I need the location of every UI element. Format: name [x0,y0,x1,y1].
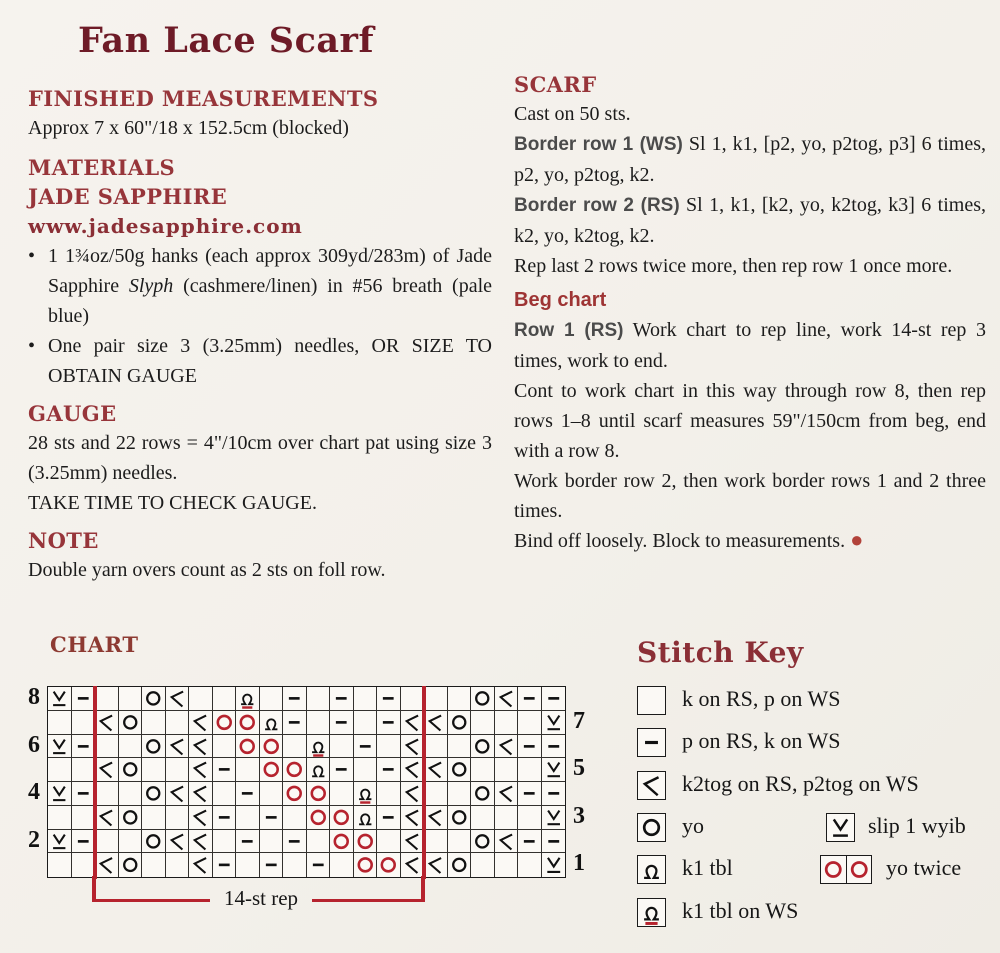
key-knit-label: k on RS, p on WS [682,686,841,711]
chart-cell-r6-c3 [95,735,119,759]
yo-twice-right [847,856,872,883]
key-yo-twice-label: yo twice [886,855,962,880]
stitch-key [620,634,1000,950]
chart-cell-r1-c14-yo2 [354,853,378,877]
bullet-icon: • [28,245,36,267]
chart-cell-r4-c21-p [518,782,542,806]
chart-row-number-1: 1 [573,850,585,877]
chart-cell-r5-c21 [518,758,542,782]
chart-cell-r7-c4-yo [119,711,143,735]
chart-cell-r8-c4 [119,687,143,711]
chart-cell-r5-c2 [72,758,96,782]
note-heading: NOTE [28,528,99,553]
chart-cell-r5-c20 [495,758,519,782]
chart-cell-r8-c2-p [72,687,96,711]
chart-heading: CHART [50,632,139,657]
finished-measurements-heading: FINISHED MEASUREMENTS [28,86,379,111]
border-row-1-text: Sl 1, k1, [p2, yo, p2tog, p3] 6 times, p2, yo, p2tog, k2. [514,133,986,186]
chart-cell-r3-c19 [471,806,495,830]
chart-cell-r6-c19-yo [471,735,495,759]
chart-cell-r3-c11 [283,806,307,830]
chart-cell-r2-c10 [260,830,284,854]
key-purl-label: p on RS, k on WS [682,728,841,753]
materials-bullet-needles [28,331,492,391]
key-tbl-ws-label: k1 tbl on WS [682,898,799,923]
finished-measurements-text: Approx 7 x 60"/18 x 152.5cm (blocked) [28,117,349,139]
chart-cell-r4-c12-yo2 [307,782,331,806]
chart-cell-r1-c15-yo2 [377,853,401,877]
chart-cell-r2-c14-yo2 [354,830,378,854]
brand-website: www.jadesapphire.com [28,214,303,238]
chart-cell-r7-c11-p [283,711,307,735]
key-knit-symbol-icon [637,686,666,715]
chart-cell-r5-c22-sl [542,758,566,782]
chart-cell-r5-c10-yo2 [260,758,284,782]
chart-cell-r8-c5-yo [142,687,166,711]
chart-cell-r4-c2-p [72,782,96,806]
chart-cell-r7-c12 [307,711,331,735]
chart-cell-r8-c18 [448,687,472,711]
chart-cell-r6-c4 [119,735,143,759]
chart-cell-r5-c3-k2tog [95,758,119,782]
cast-on-text: Cast on 50 sts. [514,103,631,125]
chart-cell-r1-c5 [142,853,166,877]
chart-cell-r7-c5 [142,711,166,735]
chart-cell-r8-c1-sl [48,687,72,711]
key-tbl-symbol-icon [637,855,666,884]
key-slip-label: slip 1 wyib [868,813,966,838]
chart-cell-r6-c16-k2tog [401,735,425,759]
chart-row-number-4: 4 [28,779,40,805]
chart-cell-r3-c3-k2tog [95,806,119,830]
chart-cell-r7-c3-k2tog [95,711,119,735]
bracket-right [312,899,425,903]
knitting-chart [0,686,640,936]
chart-cell-r3-c17-k2tog [424,806,448,830]
chart-cell-r3-c7-k2tog [189,806,213,830]
chart-cell-r6-c22-p [542,735,566,759]
chart-cell-r2-c2-p [72,830,96,854]
chart-cell-r4-c3 [95,782,119,806]
chart-cell-r5-c5 [142,758,166,782]
chart-cell-r1-c1 [48,853,72,877]
chart-row-number-2: 2 [28,826,40,853]
chart-cell-r2-c11-p [283,830,307,854]
chart-cell-r7-c19 [471,711,495,735]
chart-cell-r4-c17 [424,782,448,806]
key-k2tog-label: k2tog on RS, p2tog on WS [682,771,919,796]
chart-cell-r6-c9-yo2 [236,735,260,759]
chart-cell-r3-c8-p [213,806,237,830]
chart-cell-r8-c10 [260,687,284,711]
chart-cell-r6-c14-p [354,735,378,759]
chart-cell-r3-c2 [72,806,96,830]
scarf-heading: SCARF [514,72,597,97]
chart-cell-r3-c10-p [260,806,284,830]
border-row-2-text: Sl 1, k1, [k2, yo, k2tog, k3] 6 times, k2, yo, k2tog, k2. [514,194,986,247]
key-yo-twice-symbol-icon [820,855,872,884]
chart-cell-r4-c16-k2tog [401,782,425,806]
chart-cell-r5-c15-p [377,758,401,782]
chart-cell-r4-c1-sl [48,782,72,806]
chart-cell-r4-c11-yo2 [283,782,307,806]
chart-cell-r3-c20 [495,806,519,830]
chart-cell-r7-c2 [72,711,96,735]
chart-cell-r1-c16-k2tog [401,853,425,877]
key-tbl-ws-symbol-icon [637,898,666,927]
yarn-text-pre: 1 1¾oz/50g hanks (each approx 309yd/283m) of Jade Sapphire [48,245,492,297]
chart-cell-r3-c18-yo [448,806,472,830]
chart-cell-r7-c9-yo2 [236,711,260,735]
chart-cell-r3-c21 [518,806,542,830]
border-row-1 [514,129,986,190]
chart-cell-r2-c16-k2tog [401,830,425,854]
chart-cell-r6-c1-sl [48,735,72,759]
chart-cell-r4-c22-p [542,782,566,806]
chart-cell-r1-c10-p [260,853,284,877]
chart-cell-r1-c18-yo [448,853,472,877]
chart-cell-r4-c13 [330,782,354,806]
chart-cell-r2-c6-k2tog [166,830,190,854]
chart-cell-r7-c18-yo [448,711,472,735]
chart-row-number-8: 8 [28,684,40,710]
materials-bullet-yarn [28,241,492,331]
chart-cell-r6-c12-tblws [307,735,331,759]
chart-cell-r2-c7-k2tog [189,830,213,854]
cont-chart-text: Cont to work chart in this way through row 8, then rep rows 1–8 until scarf measures 59"/150cm from beg, end with a row 8. [514,380,986,462]
chart-cell-r2-c8 [213,830,237,854]
chart-cell-r7-c22-sl [542,711,566,735]
materials-heading: MATERIALS [28,155,176,180]
chart-cell-r2-c15 [377,830,401,854]
chart-cell-r6-c10-yo2 [260,735,284,759]
chart-cell-r5-c6 [166,758,190,782]
chart-cell-r8-c11-p [283,687,307,711]
page-title: Fan Lace Scarf [78,20,375,61]
chart-cell-r3-c14-tbl [354,806,378,830]
spacer [28,518,492,526]
chart-cell-r8-c19-yo [471,687,495,711]
chart-cell-r1-c2 [72,853,96,877]
spacer [28,143,492,153]
chart-cell-r6-c8 [213,735,237,759]
chart-cell-r8-c7 [189,687,213,711]
spacer [28,391,492,399]
note-text: Double yarn overs count as 2 sts on foll row. [28,559,386,581]
yo-twice-left [821,856,847,883]
chart-cell-r1-c13 [330,853,354,877]
chart-cell-r6-c6-k2tog [166,735,190,759]
chart-cell-r7-c15-p [377,711,401,735]
chart-row-1-text: Work chart to rep line, work 14-st rep 3 times, work to end. [514,319,986,372]
gauge-warning: TAKE TIME TO CHECK GAUGE. [28,492,317,514]
chart-cell-r8-c22-p [542,687,566,711]
chart-cell-r6-c2-p [72,735,96,759]
chart-cell-r5-c9 [236,758,260,782]
chart-cell-r3-c12-yo2 [307,806,331,830]
chart-cell-r3-c6 [166,806,190,830]
chart-cell-r4-c7-k2tog [189,782,213,806]
chart-cell-r7-c17-k2tog [424,711,448,735]
yarn-text-post: (cashmere/linen) in #56 breath (pale blue) [48,275,492,327]
chart-cell-r6-c17 [424,735,448,759]
chart-cell-r6-c21-p [518,735,542,759]
chart-cell-r5-c4-yo [119,758,143,782]
chart-cell-r1-c12-p [307,853,331,877]
chart-cell-r1-c22-sl [542,853,566,877]
chart-cell-r4-c9-p [236,782,260,806]
chart-cell-r1-c6 [166,853,190,877]
chart-cell-r1-c11 [283,853,307,877]
chart-cell-r7-c13-p [330,711,354,735]
chart-cell-r5-c19 [471,758,495,782]
gauge-text: 28 sts and 22 rows = 4"/10cm over chart pat using size 3 (3.25mm) needles. [28,432,492,484]
chart-cell-r6-c15 [377,735,401,759]
chart-cell-r8-c14 [354,687,378,711]
key-yo-symbol-icon [637,813,666,842]
key-k2tog-symbol-icon [637,771,666,800]
chart-cell-r4-c20-k2tog [495,782,519,806]
chart-cell-r2-c20-k2tog [495,830,519,854]
border-row-2 [514,190,986,251]
brand-name: JADE SAPPHIRE [28,184,228,209]
chart-cell-r5-c18-yo [448,758,472,782]
chart-cell-r2-c1-sl [48,830,72,854]
rep-rows-text: Rep last 2 rows twice more, then rep row 1 once more. [514,255,953,277]
chart-cell-r3-c9 [236,806,260,830]
chart-cell-r2-c19-yo [471,830,495,854]
key-tbl-label: k1 tbl [682,855,733,880]
chart-cell-r4-c4 [119,782,143,806]
chart-cell-r8-c8 [213,687,237,711]
chart-cell-r6-c18 [448,735,472,759]
chart-cell-r6-c20-k2tog [495,735,519,759]
work-border-text: Work border row 2, then work border rows 1 and 2 three times. [514,470,986,522]
chart-cell-r5-c13-p [330,758,354,782]
chart-cell-r4-c14-tblws [354,782,378,806]
chart-cell-r4-c6-k2tog [166,782,190,806]
chart-cell-r8-c9-tblws [236,687,260,711]
chart-cell-r5-c14 [354,758,378,782]
chart-cell-r5-c11-yo2 [283,758,307,782]
chart-cell-r8-c12 [307,687,331,711]
chart-cell-r8-c13-p [330,687,354,711]
bullet-icon: • [28,335,36,357]
chart-cell-r4-c18 [448,782,472,806]
materials-column [28,84,492,585]
chart-cell-r1-c3-k2tog [95,853,119,877]
chart-row-1 [514,315,986,376]
chart-cell-r8-c17 [424,687,448,711]
bind-off-text [514,526,986,556]
chart-cell-r5-c17-k2tog [424,758,448,782]
yarn-description [48,241,492,331]
yarn-name-italic: Slyph [128,275,174,297]
chart-cell-r5-c8-p [213,758,237,782]
chart-cell-r4-c19-yo [471,782,495,806]
chart-row-number-7: 7 [573,707,585,734]
chart-cell-r4-c5-yo [142,782,166,806]
chart-cell-r2-c17 [424,830,448,854]
gauge-heading: GAUGE [28,401,117,426]
chart-cell-r1-c9 [236,853,260,877]
chart-cell-r1-c20 [495,853,519,877]
bind-off-span: Bind off loosely. Block to measurements. [514,530,846,552]
chart-cell-r2-c18 [448,830,472,854]
chart-cell-r1-c7-k2tog [189,853,213,877]
chart-cell-r8-c20-k2tog [495,687,519,711]
chart-cell-r7-c10-tbl [260,711,284,735]
chart-cell-r2-c21-p [518,830,542,854]
chart-row-number-3: 3 [573,802,585,829]
chart-cell-r2-c4 [119,830,143,854]
chart-cell-r3-c1 [48,806,72,830]
beg-chart-heading: Beg chart [514,289,607,311]
chart-cell-r4-c15 [377,782,401,806]
chart-cell-r7-c14 [354,711,378,735]
border-row-2-label: Border row 2 (RS) [514,195,680,216]
chart-cell-r7-c20 [495,711,519,735]
chart-cell-r3-c5 [142,806,166,830]
chart-cell-r2-c13-yo2 [330,830,354,854]
rep-line-right [422,686,426,879]
chart-cell-r1-c4-yo [119,853,143,877]
chart-cell-r3-c4-yo [119,806,143,830]
chart-cell-r5-c7-k2tog [189,758,213,782]
chart-cell-r2-c3 [95,830,119,854]
chart-cell-r1-c17-k2tog [424,853,448,877]
chart-cell-r3-c16-k2tog [401,806,425,830]
chart-row-number-6: 6 [28,731,40,758]
chart-row-1-label: Row 1 (RS) [514,320,624,341]
chart-cell-r1-c21 [518,853,542,877]
chart-cell-r8-c16 [401,687,425,711]
chart-row-number-5: 5 [573,755,585,782]
chart-cell-r7-c21 [518,711,542,735]
key-slip-symbol-icon [826,813,855,842]
border-row-1-label: Border row 1 (WS) [514,134,683,155]
chart-cell-r6-c5-yo [142,735,166,759]
end-of-pattern-dot-icon: ● [850,527,864,552]
chart-cell-r6-c7-k2tog [189,735,213,759]
chart-cell-r2-c9-p [236,830,260,854]
chart-cell-r4-c10 [260,782,284,806]
rep-label: 14-st rep [223,886,299,910]
instructions-column [514,70,986,556]
chart-grid [47,686,566,878]
chart-cell-r7-c6 [166,711,190,735]
stitch-key-title: Stitch Key [637,636,804,669]
chart-cell-r4-c8 [213,782,237,806]
chart-cell-r7-c16-k2tog [401,711,425,735]
chart-cell-r5-c1 [48,758,72,782]
chart-cell-r8-c21-p [518,687,542,711]
chart-cell-r8-c3 [95,687,119,711]
key-yo-label: yo [682,813,704,838]
chart-cell-r5-c12-tbl [307,758,331,782]
chart-cell-r6-c13 [330,735,354,759]
chart-cell-r7-c1 [48,711,72,735]
rep-line-left [93,686,97,879]
chart-cell-r2-c5-yo [142,830,166,854]
chart-cell-r8-c6-k2tog [166,687,190,711]
chart-cell-r2-c12 [307,830,331,854]
chart-cell-r6-c11 [283,735,307,759]
chart-cell-r7-c7-k2tog [189,711,213,735]
chart-cell-r3-c22-sl [542,806,566,830]
chart-cell-r5-c16-k2tog [401,758,425,782]
chart-cell-r3-c13-yo2 [330,806,354,830]
chart-cell-r1-c19 [471,853,495,877]
chart-cell-r1-c8-p [213,853,237,877]
chart-cell-r2-c22-p [542,830,566,854]
needles-description: One pair size 3 (3.25mm) needles, OR SIZE TO OBTAIN GAUGE [48,335,492,387]
bracket-left [92,899,210,903]
chart-cell-r7-c8-yo2 [213,711,237,735]
chart-cell-r8-c15-p [377,687,401,711]
chart-cell-r3-c15-p [377,806,401,830]
key-purl-symbol-icon [637,728,666,757]
